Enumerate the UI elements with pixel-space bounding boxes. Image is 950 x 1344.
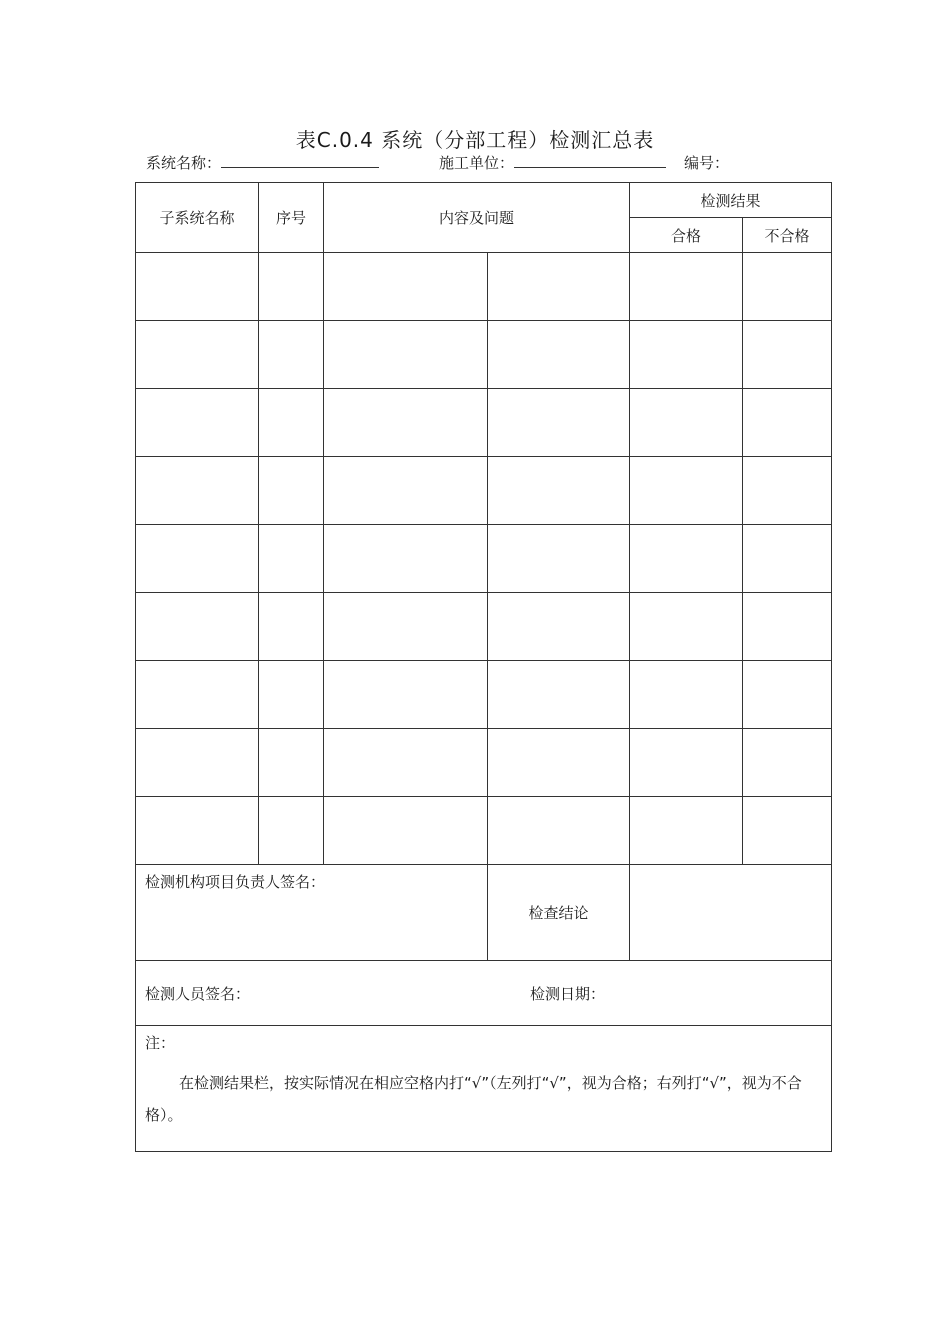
- cell-subsystem-name[interactable]: [136, 593, 259, 661]
- cell-fail[interactable]: [743, 729, 832, 797]
- cell-issue[interactable]: [488, 389, 630, 457]
- cell-pass[interactable]: [630, 593, 743, 661]
- cell-subsystem-name[interactable]: [136, 797, 259, 865]
- table-row: [136, 661, 832, 729]
- cell-issue[interactable]: [488, 525, 630, 593]
- cell-content[interactable]: [324, 797, 488, 865]
- cell-content[interactable]: [324, 525, 488, 593]
- cell-fail[interactable]: [743, 457, 832, 525]
- cell-content[interactable]: [324, 253, 488, 321]
- table-row: [136, 321, 832, 389]
- table-row: [136, 253, 832, 321]
- note-text: 在检测结果栏，按实际情况在相应空格内打“√”（左列打“√”，视为合格；右列打“√”，视为不合格）。: [145, 1074, 802, 1124]
- cell-content[interactable]: [324, 389, 488, 457]
- cell-issue[interactable]: [488, 457, 630, 525]
- cell-serial-no[interactable]: [259, 661, 324, 729]
- cell-serial-no[interactable]: [259, 797, 324, 865]
- cell-issue[interactable]: [488, 661, 630, 729]
- cell-issue[interactable]: [488, 797, 630, 865]
- summary-table: [135, 182, 832, 1152]
- cell-serial-no[interactable]: [259, 253, 324, 321]
- cell-subsystem-name[interactable]: [136, 729, 259, 797]
- cell-pass[interactable]: [630, 797, 743, 865]
- cell-serial-no[interactable]: [259, 321, 324, 389]
- table-row: [136, 593, 832, 661]
- cell-subsystem-name[interactable]: [136, 389, 259, 457]
- cell-pass[interactable]: [630, 729, 743, 797]
- number-label: 编号：: [684, 154, 730, 172]
- inspector-signature-label: 检测人员签名：: [145, 984, 251, 1003]
- table-row: [136, 457, 832, 525]
- cell-serial-no[interactable]: [259, 593, 324, 661]
- cell-pass[interactable]: [630, 321, 743, 389]
- construction-unit-field[interactable]: [514, 153, 666, 168]
- inspection-date-label: 检测日期：: [530, 984, 606, 1003]
- cell-content[interactable]: [324, 457, 488, 525]
- system-name-field[interactable]: [221, 153, 379, 168]
- cell-pass[interactable]: [630, 661, 743, 729]
- construction-unit-label: 施工单位：: [439, 154, 515, 172]
- table-row: [136, 525, 832, 593]
- cell-issue[interactable]: [488, 253, 630, 321]
- cell-subsystem-name[interactable]: [136, 661, 259, 729]
- conclusion-label: 检查结论: [488, 865, 630, 961]
- cell-fail[interactable]: [743, 593, 832, 661]
- cell-pass[interactable]: [630, 457, 743, 525]
- cell-fail[interactable]: [743, 321, 832, 389]
- header-content-issues: 内容及问题: [324, 183, 630, 253]
- cell-subsystem-name[interactable]: [136, 321, 259, 389]
- form-title: 表C.0.4 系统（分部工程）检测汇总表: [295, 128, 655, 152]
- note-cell: [136, 1026, 832, 1152]
- cell-issue[interactable]: [488, 729, 630, 797]
- cell-serial-no[interactable]: [259, 389, 324, 457]
- table-row: [136, 389, 832, 457]
- cell-fail[interactable]: [743, 525, 832, 593]
- header-serial-no: 序号: [259, 183, 324, 253]
- cell-issue[interactable]: [488, 321, 630, 389]
- header-fail: 不合格: [743, 218, 832, 253]
- cell-serial-no[interactable]: [259, 457, 324, 525]
- header-inspection-result: 检测结果: [630, 183, 832, 218]
- org-signature-cell[interactable]: [136, 865, 488, 961]
- cell-issue[interactable]: [488, 593, 630, 661]
- cell-fail[interactable]: [743, 389, 832, 457]
- cell-content[interactable]: [324, 661, 488, 729]
- conclusion-field[interactable]: [630, 865, 832, 961]
- org-signature-label: 检测机构项目负责人签名：: [145, 873, 326, 891]
- cell-subsystem-name[interactable]: [136, 253, 259, 321]
- inspector-row: [136, 961, 832, 1026]
- cell-subsystem-name[interactable]: [136, 525, 259, 593]
- cell-fail[interactable]: [743, 661, 832, 729]
- cell-fail[interactable]: [743, 797, 832, 865]
- header-subsystem-name: 子系统名称: [136, 183, 259, 253]
- note-label: 注：: [145, 1034, 176, 1052]
- cell-content[interactable]: [324, 593, 488, 661]
- cell-content[interactable]: [324, 729, 488, 797]
- cell-pass[interactable]: [630, 389, 743, 457]
- cell-pass[interactable]: [630, 253, 743, 321]
- header-pass: 合格: [630, 218, 743, 253]
- system-name-label: 系统名称：: [146, 154, 222, 172]
- table-row: [136, 729, 832, 797]
- cell-serial-no[interactable]: [259, 525, 324, 593]
- cell-content[interactable]: [324, 321, 488, 389]
- cell-fail[interactable]: [743, 253, 832, 321]
- form-meta: [146, 152, 729, 173]
- table-row: [136, 797, 832, 865]
- cell-serial-no[interactable]: [259, 729, 324, 797]
- cell-subsystem-name[interactable]: [136, 457, 259, 525]
- cell-pass[interactable]: [630, 525, 743, 593]
